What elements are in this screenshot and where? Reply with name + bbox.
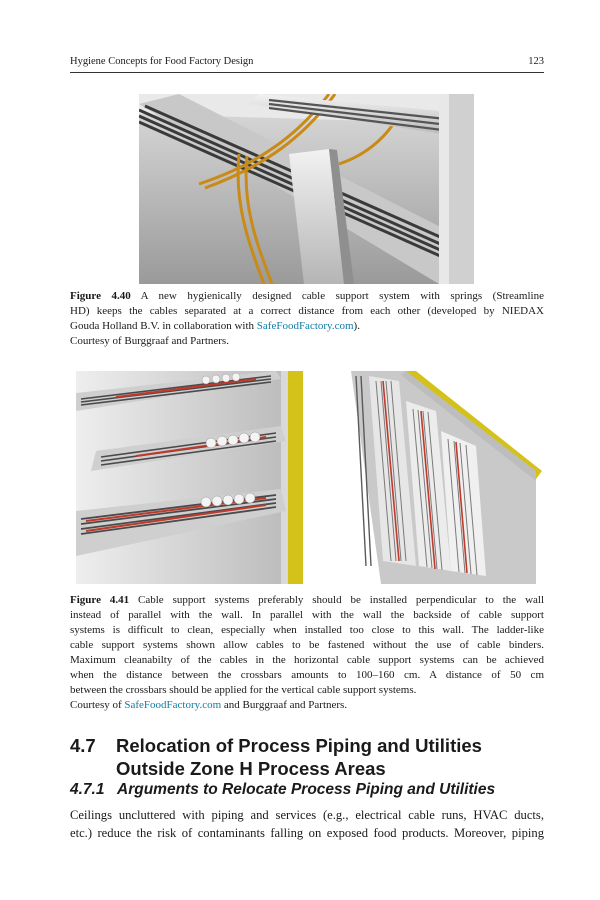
caption-line: when the distance between the crossbars amounts to 100–160 cm. A distance of 50 cm: [70, 669, 544, 681]
subsection-number: 4.7.1: [70, 781, 105, 798]
caption-text: Cable support systems preferably should be installed perpendicular to the wall: [138, 594, 545, 606]
caption-line: [70, 593, 544, 608]
body-paragraph: [70, 806, 544, 842]
subsection-title: Arguments to Relocate Process Piping and Utilities: [117, 781, 496, 798]
body-line: Ceilings uncluttered with piping and services (e.g., electrical cable runs, HVAC ducts,: [70, 808, 544, 822]
courtesy-line: [70, 698, 544, 713]
caption-line: Maximum cleanabilty of the cables in the horizontal cable support systems can be achieved: [70, 654, 544, 666]
figure-label: Figure 4.40: [70, 290, 131, 302]
caption-line: [70, 289, 544, 304]
courtesy-prefix: Courtesy of: [70, 699, 125, 711]
figure-label: Figure 4.41: [70, 594, 130, 606]
body-line: etc.) reduce the risk of contaminants falling on exposed food products. Moreover, piping: [70, 826, 544, 840]
section-number: 4.7: [70, 735, 96, 756]
safefoodfactory-link[interactable]: SafeFoodFactory.com: [124, 699, 222, 711]
courtesy-line: Courtesy of Burggraaf and Partners.: [70, 335, 229, 347]
page-number: 123: [528, 56, 544, 67]
figure-4-40-caption: [70, 289, 544, 349]
figure-4-41-image-horizontal-trays: [76, 371, 303, 584]
caption-text: ).: [353, 320, 360, 332]
caption-line: HD) keeps the cables separated at a correct distance from each other (developed by NIEDAX: [70, 305, 544, 317]
section-title: Relocation of Process Piping and Utilities Outside Zone H Process Areas: [116, 735, 482, 779]
figure-4-41-caption: [70, 593, 544, 713]
caption-line: systems is difficult to clean, especially when installed too close to this wall. The ladder-like: [70, 624, 544, 636]
figure-4-41-image-vertical-trays: [321, 371, 542, 584]
running-title: Hygiene Concepts for Food Factory Design: [70, 56, 254, 67]
safefoodfactory-link[interactable]: SafeFoodFactory.com: [256, 320, 354, 332]
caption-text: A new hygienically designed cable support system with springs (Streamline: [140, 290, 544, 302]
caption-text: Gouda Holland B.V. in collaboration with: [70, 320, 257, 332]
caption-line: instead of parallel with the wall. In parallel with the wall the backside of cable support: [70, 609, 544, 621]
header-rule: [70, 72, 544, 73]
caption-line: between the crossbars should be applied for the vertical cable support systems.: [70, 684, 417, 696]
figure-4-40-image: [139, 94, 474, 284]
caption-line: cable support systems shown allow cables to be fastened without the use of cable binders.: [70, 639, 544, 651]
courtesy-suffix: and Burggraaf and Partners.: [221, 699, 348, 711]
caption-line: [70, 319, 544, 334]
